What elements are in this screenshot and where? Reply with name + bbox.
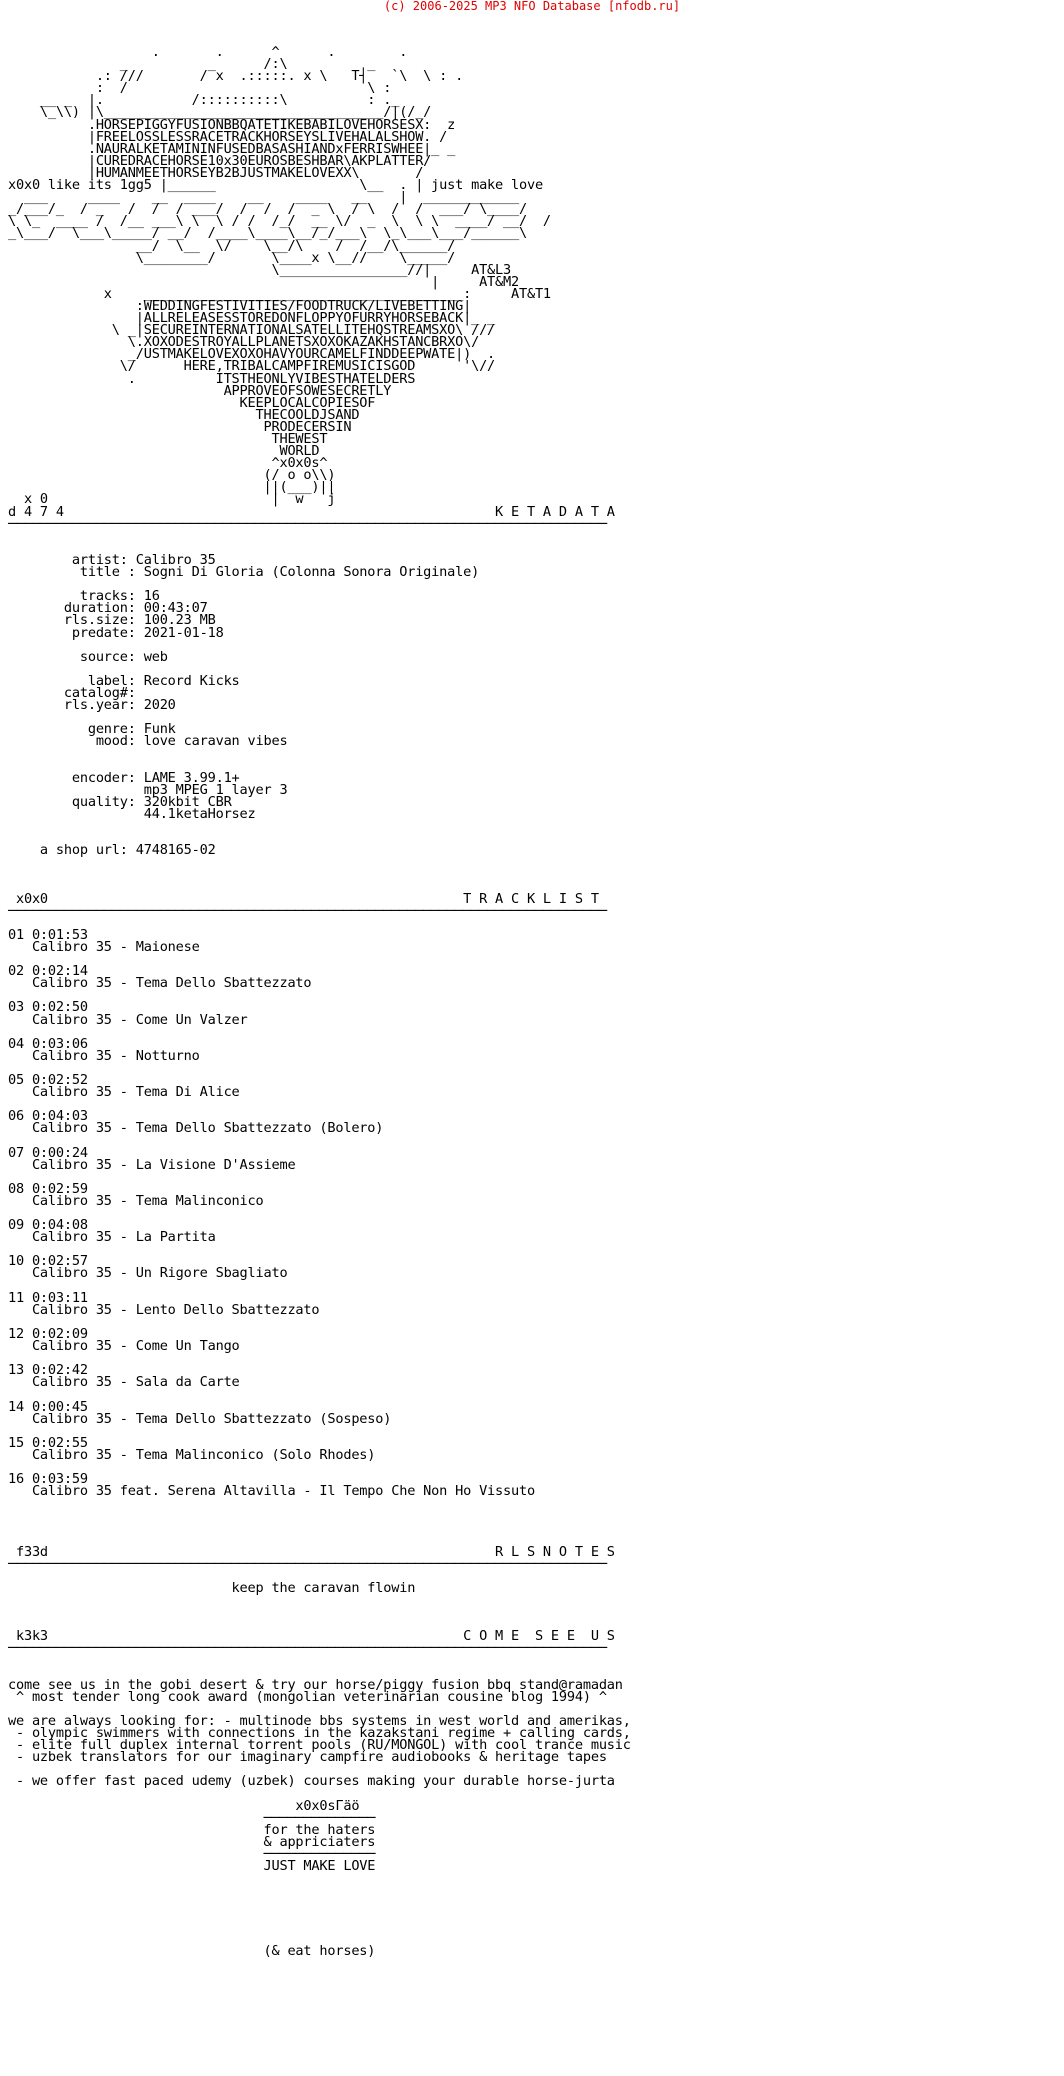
site-copyright-header: (c) 2006-2025 MP3 NFO Database [nfodb.ru] [383, 0, 681, 13]
nfo-text: . . ^ . . _ _ /:\ _ .: /// / x .:::::. x \ T┤ `\ \ : . : / \ : __ _ |. /::::::::::\ : ._ \_\\) |\___________________________________/|(/_/ .HORSEPIGGYFUSIONBBQATETIKEBABILOVEHORSESX: z |FREELOSSLESSRACETRACKHORSEYSLIVEHALALSHOW. / .NAURALKETAMININFUSEDBASASHIANDxFERRISWHEE|_ _ |CUREDRACEHORSE10x30EUROSBESHBAR\AKPLATTER/ |HUMANMEETHORSEYB2BJUSTMAKELOVEXX\ / x0x0 like its 1gg5 |______ \__ . | just make love ___ ____ __ ____ __ ____ __ | ____________ _/___/_ / _ / / / ___/ / / / _ \ / \ / / ___/ \____/ \ \_ ____ / /__ ___\ \ \ / / /_/ __ \/ _ \ \ \ ____/ __/ / _\___/ \___\_____/ __/ /____\____\__/_/___\ \_\___\___/______\ __/ \__ \/ \__/\ / /__/\______/ \________/ \____x \__// \_____/ \________________//| AT&L3 | AT&M2 x ________________________________________: AT&T1 :WEDDINGFESTIVITIES/FOODTRUCK/LIVEBETTING| |ALLRELEASESSTOREDONFLOPPYOFURRYHORSEBACK|_ _ \ _|SECUREINTERNATIONALSATELLITEHQSTREAMSXO\ /// \.XOXODESTROYALLPLANETSXOXOKAZAKHSTANCBRXO\/ _/USTMAKELOVEXOXOHAVYOURCAMELFINDDEEPWATE|) . \/ HERE,TRIBALCAMPFIREMUSICISGOD '\// . ITSTHEONLYVIBESTHATELDERS APPROVEOFSOWESECRETLY KEEPLOCALCOPIESOF THECOOLDJSAND PRODECERSIN THEWEST WORLD ^x0x0s^ (/ o o\\) ||(___)|| x 0 | w j d 4 7 4 K E T A D A T A ─────────────────────────────────────────────────────────────────────────── artist: Calibro 35 title : Sogni Di Gloria (Colonna Sonora Originale) tracks: 16 duration: 00:43:07 rls.size: 100.23 MB predate: 2021-01-18 source: web label: Record Kicks catalog#: rls.year: 2020 genre: Funk mood: love caravan vibes encoder: LAME 3.99.1+ mp3 MPEG 1 layer 3 quality: 320kbit CBR 44.1ketaHorsez a shop url: 4748165-02 x0x0 T R A C K L I S T ─────────────────────────────────────────────────────────────────────────── 01 0:01:53 Calibro 35 - Maionese 02 0:02:14 Calibro 35 - Tema Dello Sbattezzato 03 0:02:50 Calibro 35 - Come Un Valzer 04 0:03:06 Calibro 35 - Notturno 05 0:02:52 Calibro 35 - Tema Di Alice 06 0:04:03 Calibro 35 - Tema Dello Sbattezzato (Bolero) 07 0:00:24 Calibro 35 - La Visione D'Assieme 08 0:02:59 Calibro 35 - Tema Malinconico 09 0:04:08 Calibro 35 - La Partita 10 0:02:57 Calibro 35 - Un Rigore Sbagliato 11 0:03:11 Calibro 35 - Lento Dello Sbattezzato 12 0:02:09 Calibro 35 - Come Un Tango 13 0:02:42 Calibro 35 - Sala da Carte 14 0:00:45 Calibro 35 - Tema Dello Sbattezzato (Sospeso) 15 0:02:55 Calibro 35 - Tema Malinconico (Solo Rhodes) 16 0:03:59 Calibro 35 feat. Serena Altavilla - Il Tempo Che Non Ho Vissuto f33d R L S N O T E S ─────────────────────────────────────────────────────────────────────────── keep the caravan flowin k3k3 C O M E S E E U S ─────────────────────────────────────────────────────────────────────────── come see us in the gobi desert & try our horse/piggy fusion bbq stand@ramadan ^ most tender long cook award (mongolian veterinarian cousine blog 1994) ^ we are always looking for: - multinode bbs systems in west world and amerikas, - olympic swimmers with connections in the kazakstani regime + calling cards, - elite full duplex internal torrent pools (RU/MONGOL) with cool trance music - uzbek translators for our imaginary campfire audiobooks & heritage tapes - we offer fast paced udemy (uzbek) courses making your durable horse-jurta x0x0sГäö ────────────── for the haters & appriciaters ────────────── JUST MAKE LOVE (& eat horses) [8, 44, 631, 1959]
